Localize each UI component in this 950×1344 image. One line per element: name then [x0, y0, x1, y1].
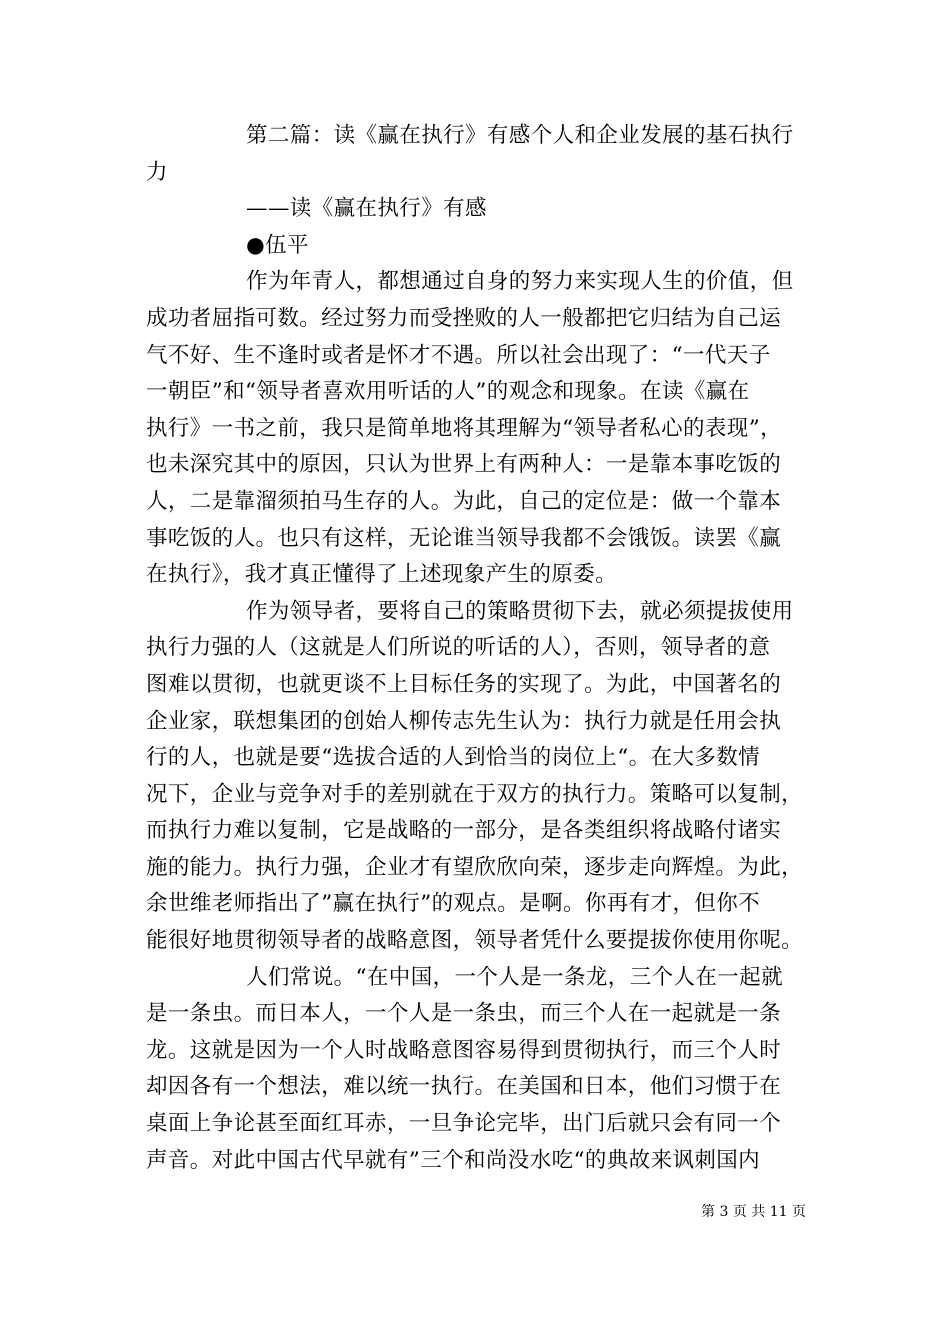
- text-line: 一朝臣”和“领导者喜欢用听话的人”的观念和现象。在读《赢在: [146, 379, 750, 405]
- paragraph-2: [146, 594, 804, 960]
- text-line: 桌面上争论甚至面红耳赤，一旦争论完毕，出门后就只会有同一个: [146, 1111, 782, 1137]
- text-line: 作为领导者，要将自己的策略贯彻下去，就必须提拔使用: [246, 598, 794, 624]
- text-line: 气不好、生不逢时或者是怀才不遇。所以社会出现了：“一代天子: [146, 342, 771, 368]
- text-line: 执行力强的人（这就是人们所说的听话的人），否则，领导者的意: [146, 635, 771, 661]
- text-line: 企业家，联想集团的创始人柳传志先生认为：执行力就是任用会执: [146, 708, 782, 734]
- text-line: 在执行》，我才真正懂得了上述现象产生的原委。: [146, 562, 618, 588]
- paragraph-1: [146, 264, 804, 593]
- title-line-2: 力: [146, 159, 168, 185]
- title-line-1: 第二篇：读《赢在执行》有感个人和企业发展的基石执行: [246, 123, 794, 148]
- text-line: 人，二是靠溜须拍马生存的人。为此，自己的定位是：做一个靠本: [146, 488, 782, 514]
- text-line: 成功者屈指可数。经过努力而受挫败的人一般都把它归结为自己运: [146, 305, 782, 331]
- text-line: 声音。对此中国古代早就有”三个和尚没水吃“的典故来讽刺国内: [146, 1147, 761, 1173]
- document-body: [146, 118, 804, 1179]
- text-line: 而执行力难以复制，它是战略的一部分，是各类组织将战略付诸实: [146, 818, 782, 844]
- text-line: 却因各有一个想法，难以统一执行。在美国和日本，他们习惯于在: [146, 1074, 782, 1100]
- text-line: 作为年青人，都想通过自身的努力来实现人生的价值，但: [246, 269, 794, 295]
- text-line: 况下，企业与竞争对手的差别就在于双方的执行力。策略可以复制，: [146, 781, 804, 807]
- text-line: 行的人，也就是要“选拔合适的人到恰当的岗位上“。在大多数情: [146, 745, 761, 771]
- text-line: 也未深究其中的原因，只认为世界上有两种人：一是靠本事吃饭的: [146, 452, 782, 478]
- text-line: 图难以贯彻，也就更谈不上目标任务的实现了。为此，中国著名的: [146, 671, 782, 697]
- text-line: 执行》一书之前，我只是简单地将其理解为“领导者私心的表现”，: [146, 415, 782, 441]
- paragraph-3: [146, 960, 804, 1180]
- text-line: 余世维老师指出了”赢在执行”的观点。是啊。你再有才，但你不: [146, 891, 761, 917]
- page-number-footer: 第 3 页 共 11 页: [701, 1204, 806, 1220]
- text-line: 龙。这就是因为一个人时战略意图容易得到贯彻执行，而三个人时: [146, 1037, 782, 1063]
- author-line: ●伍平: [246, 232, 309, 258]
- text-line: 施的能力。执行力强，企业才有望欣欣向荣，逐步走向辉煌。为此，: [146, 854, 804, 880]
- subtitle: ——读《赢在执行》有感: [246, 196, 487, 222]
- text-line: 是一条虫。而日本人，一个人是一条虫，而三个人在一起就是一条: [146, 1001, 782, 1027]
- text-line: 能很好地贯彻领导者的战略意图，领导者凭什么要提拔你使用你呢。: [146, 928, 804, 954]
- text-line: 人们常说。“在中国，一个人是一条龙，三个人在一起就: [246, 964, 783, 990]
- text-line: 事吃饭的人。也只有这样，无论谁当领导我都不会饿饭。读罢《赢: [146, 525, 782, 551]
